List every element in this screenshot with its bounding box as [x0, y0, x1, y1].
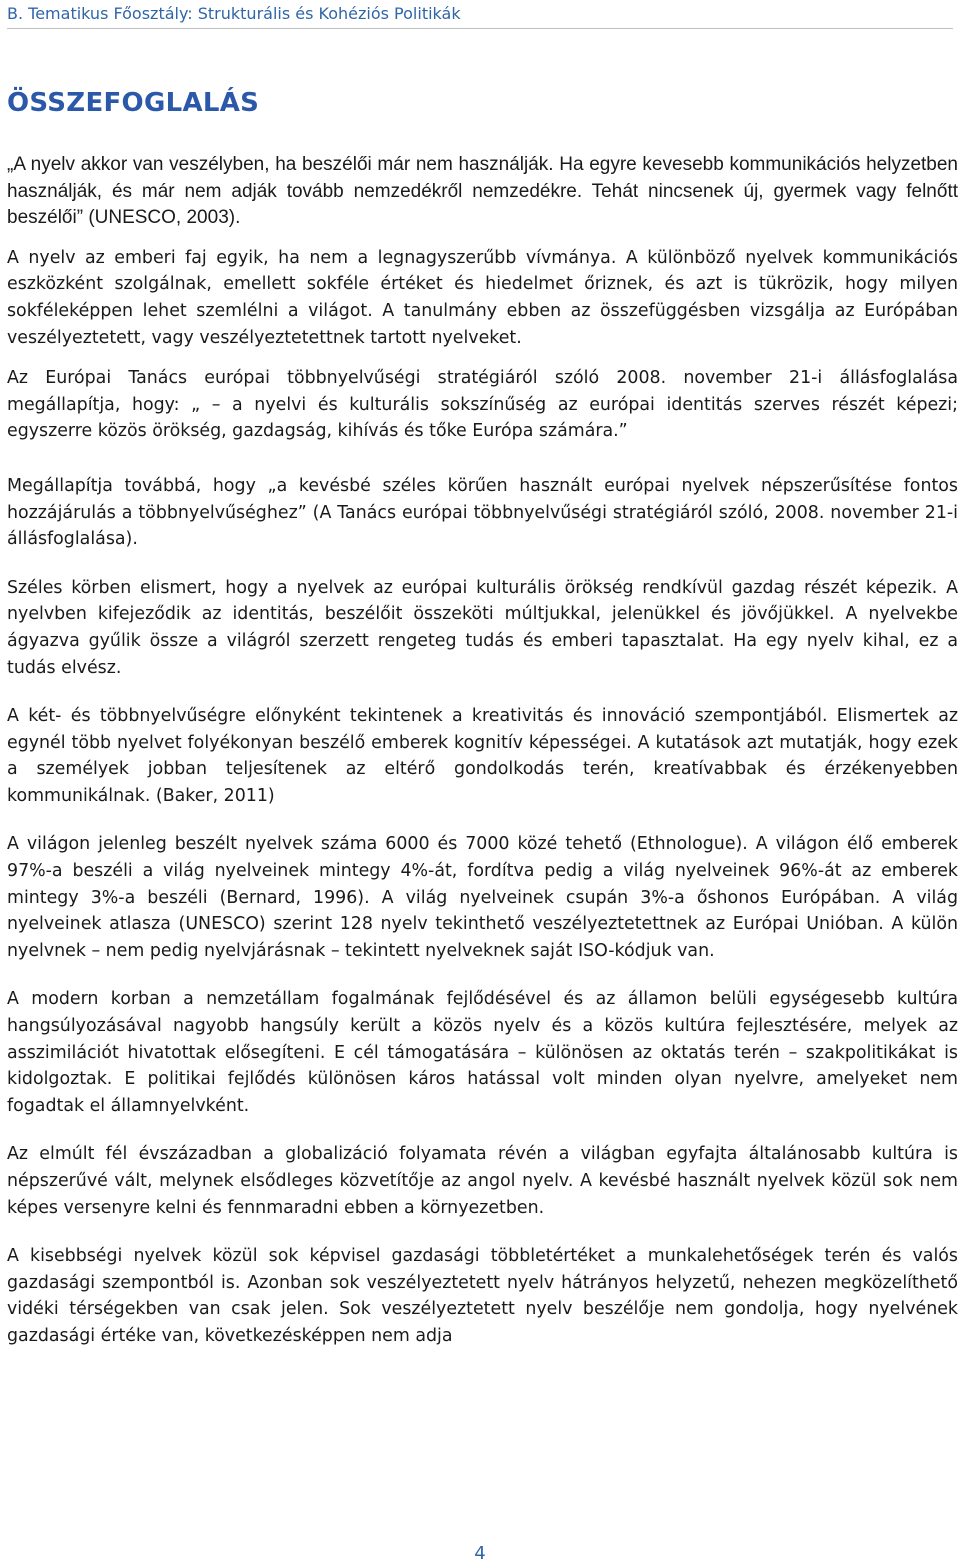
page-title: ÖSSZEFOGLALÁS — [7, 88, 260, 118]
paragraph: A kisebbségi nyelvek közül sok képvisel gazdasági többletértéket a munkalehetőségek terén és valós gazdasági szempontból is. Azonban sok veszélyeztetett nyelv hátrányos helyzetű, nehezen megközelíthető vidéki térségekben van csak jelen. Sok veszélyeztetett nyelv beszélője nem gondolja, hogy nyelvének gazdasági értéke van, következésképpen nem adja — [7, 1246, 958, 1346]
page-number: 4 — [474, 1543, 486, 1564]
paragraph: A világon jelenleg beszélt nyelvek száma 6000 és 7000 közé tehető (Ethnologue). A világon élő emberek 97%-a beszéli a világ nyelveinek mintegy 4%-át, fordítva pedig a világ nyelveinek 96%-át az emberek mintegy 3%-a beszéli (Bernard, 1996). A világ nyelveinek csupán 3%-a őshonos Európában. A világ nyelveinek atlasza (UNESCO) szerint 128 nyelv tekinthető veszélyeztetettnek az Európai Unióban. A külön nyelvnek – nem pedig nyelvjárásnak – tekintett nyelveknek saját ISO-kódjuk van. — [7, 834, 958, 961]
paragraph: Megállapítja továbbá, hogy „a kevésbé széles körűen használt európai nyelvek népszerűsítése fontos hozzájárulás a többnyelvűséghez” (A Tanács európai többnyelvűségi stratégiáról szóló, 2008. november 21-i állásfoglalása). — [7, 475, 958, 550]
header-title: B. Tematikus Főosztály: Strukturális és Kohéziós Politikák — [7, 4, 461, 23]
paragraph: Az Európai Tanács európai többnyelvűségi stratégiáról szóló 2008. november 21-i állásfoglalása megállapítja, hogy: „ – a nyelvi és kulturális sokszínűség az európai identitás szerves részét képezi; egyszerre közös örökség, gazdagság, kihívás és tőke Európa számára.” — [7, 368, 958, 442]
paragraph: Az elmúlt fél évszázadban a globalizáció folyamata révén a világban egyfajta általánosabb kultúra is népszerűvé vált, melynek elsődleges közvetítője az angol nyelv. A kevésbé használt nyelvek közül sok nem képes versenyre kelni és fennmaradni ebben a környezetben. — [7, 1144, 958, 1218]
paragraph: A nyelv az emberi faj egyik, ha nem a legnagyszerűbb vívmánya. A különböző nyelvek kommunikációs eszközként szolgálnak, emellett sokféle értéket és hiedelmet őriznek, és azt is tükrözik, hogy milyen sokféleképpen lehet szemlélni a világot. A tanulmány ebben az összefüggésben vizsgálja az Európában veszélyeztetett, vagy veszélyeztetettnek tartott nyelveket. — [7, 247, 958, 348]
paragraph: Széles körben elismert, hogy a nyelvek az európai kulturális örökség rendkívül gazdag részét képezik. A nyelvben kifejeződik az identitás, beszélőit összeköti múltjukkal, jelenükkel és jövőjükkel. A nyelvekbe ágyazva gyűlik össze a világról szerzett rengeteg tudás és emberi tapasztalat. Ha egy nyelv kihal, ez a tudás elvész. — [7, 577, 958, 678]
paragraph: A két- és többnyelvűségre előnyként tekintenek a kreativitás és innováció szempontjából. Elismertek az egynél több nyelvet folyékonyan beszélő emberek kognitív képességei. A kutatások azt mutatják, hogy ezek a személyek jobban teljesítenek az eltérő gondolkodás terén, kreatívabbak és érzékenyebben kommunikálnak. (Baker, 2011) — [7, 706, 958, 806]
paragraph-quote: „A nyelv akkor van veszélyben, ha beszélői már nem használják. Ha egyre kevesebb kommunikációs helyzetben használják, és már nem adják tovább nemzedékről nemzedékre. Tehát nincsenek új, gyermek vagy felnőtt beszélői” (UNESCO, 2003). — [7, 154, 958, 229]
paragraph: A modern korban a nemzetállam fogalmának fejlődésével és az államon belüli egységesebb kultúra hangsúlyozásával nagyobb hangsúly került a közös nyelv és a közös kultúra fejlesztésére, melyek az asszimilációt hivatottak elősegíteni. E cél támogatására – különösen az oktatás terén – szakpolitikákat is kidolgoztak. E politikai fejlődés különösen káros hatással volt minden olyan nyelvre, amelyeket nem fogadtak el államnyelvként. — [7, 989, 958, 1116]
page-header — [7, 2, 953, 29]
document-body — [7, 152, 958, 1366]
